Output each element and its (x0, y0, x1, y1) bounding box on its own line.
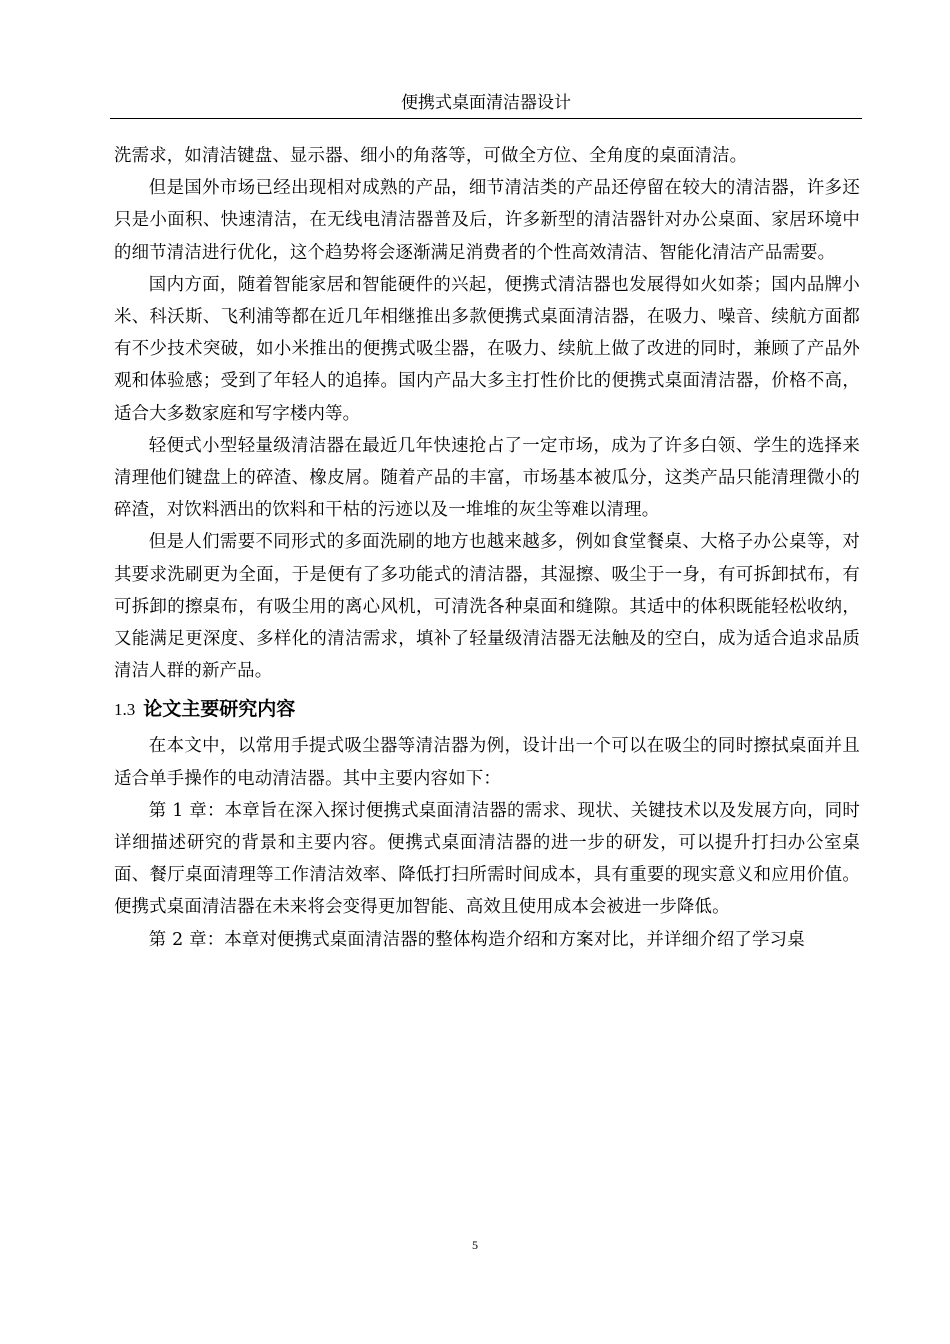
page-number: 5 (472, 1238, 478, 1252)
paragraph: 第 2 章：本章对便携式桌面清洁器的整体构造介绍和方案对比，并详细介绍了学习桌 (148, 929, 805, 950)
paragraph: 国内方面，随着智能家居和智能硬件的兴起，便携式清洁器也发展得如火如荼；国内品牌小米、科沃斯、飞利浦等都在近几年相继推出多款便携式桌面清洁器，在吸力、噪音、续航方面都有不少技术突破，如小米推出的便携式吸尘器，在吸力、续航上做了改进的同时，兼顾了产品外观和体验感；受到了年轻人的追捧。国内产品大多主打性价比的便携式桌面清洁器，价格不高，适合大多数家庭和写字楼内等。 (114, 274, 860, 424)
section-heading (114, 691, 860, 728)
paragraph: 但是国外市场已经出现相对成熟的产品，细节清洁类的产品还停留在较大的清洁器，许多还只是小面积、快速清洁，在无线电清洁器普及后，许多新型的清洁器针对办公桌面、家居环境中的细节清洁进行优化，这个趋势将会逐渐满足消费者的个性高效清洁、智能化清洁产品需要。 (114, 178, 860, 263)
paragraph: 第 1 章：本章旨在深入探讨便携式桌面清洁器的需求、现状、关键技术以及发展方向，同时详细描述研究的背景和主要内容。便携式桌面清洁器的进一步的研发，可以提升打扫办公室桌面、餐厅桌面清理等工作清洁效率、降低打扫所需时间成本，具有重要的现实意义和应用价值。便携式桌面清洁器在未来将会变得更加智能、高效且使用成本会被进一步降低。 (114, 800, 860, 918)
paragraph: 轻便式小型轻量级清洁器在最近几年快速抢占了一定市场，成为了许多白领、学生的选择来清理他们键盘上的碎渣、橡皮屑。随着产品的丰富，市场基本被瓜分，这类产品只能清理微小的碎渣，对饮料洒出的饮料和干枯的污迹以及一堆堆的灰尘等难以清理。 (114, 435, 860, 521)
header-divider (110, 118, 862, 119)
paragraph: 在本文中，以常用手提式吸尘器等清洁器为例，设计出一个可以在吸尘的同时擦拭桌面并且适合单手操作的电动清洁器。其中主要内容如下： (114, 736, 860, 789)
paragraph-continuation: 洗需求，如清洁键盘、显示器、细小的角落等，可做全方位、全角度的桌面清洁。 (114, 146, 748, 166)
paragraph: 但是人们需要不同形式的多面洗刷的地方也越来越多，例如食堂餐桌、大格子办公桌等，对其要求洗刷更为全面，于是便有了多功能式的清洁器，其湿擦、吸尘于一身，有可拆卸拭布，有可拆卸的擦桌布，有吸尘用的离心风机，可清洗各种桌面和缝隙。其适中的体积既能轻松收纳，又能满足更深度、多样化的清洁需求，填补了轻量级清洁器无法触及的空白，成为适合追求品质清洁人群的新产品。 (114, 532, 860, 682)
section-number: 1.3 (114, 700, 136, 720)
section-title: 论文主要研究内容 (143, 698, 296, 721)
body-text (114, 140, 860, 956)
running-header: 便携式桌面清洁器设计 (401, 93, 571, 113)
